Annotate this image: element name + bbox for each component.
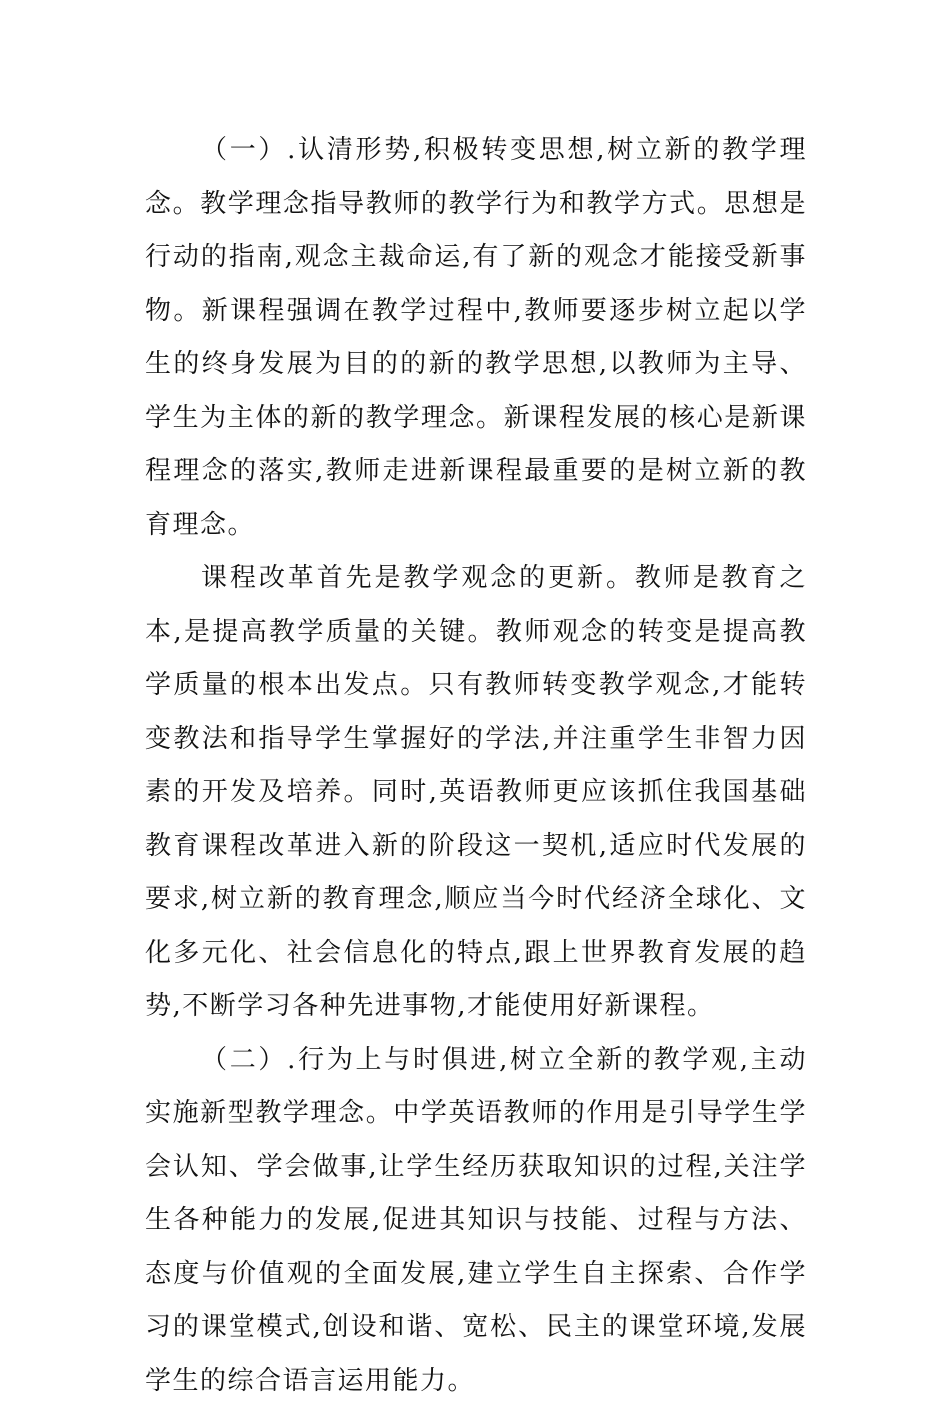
paragraph-3: （二）.行为上与时俱进,树立全新的教学观,主动实施新型教学理念。中学英语教师的作用是引导学生学会认知、学会做事,让学生经历获取知识的过程,关注学生各种能力的发展,促进其知识与技能、过程与方法、态度与价值观的全面发展,建立学生自主探索、合作学习的课堂模式,创设和谐、宽松、民主的课堂环境,发展学生的综合语言运用能力。 [145,1034,807,1408]
paragraph-2: 课程改革首先是教学观念的更新。教师是教育之本,是提高教学质量的关键。教师观念的转变是提高教学质量的根本出发点。只有教师转变教学观念,才能转变教法和指导学生掌握好的学法,并注重学生非智力因素的开发及培养。同时,英语教师更应该抓住我国基础教育课程改革进入新的阶段这一契机,适应时代发展的要求,树立新的教育理念,顺应当今时代经济全球化、文化多元化、社会信息化的特点,跟上世界教育发展的趋势,不断学习各种先进事物,才能使用好新课程。 [145,552,807,1034]
document-body [145,124,807,1408]
paragraph-1: （一）.认清形势,积极转变思想,树立新的教学理念。教学理念指导教师的教学行为和教学方式。思想是行动的指南,观念主裁命运,有了新的观念才能接受新事物。新课程强调在教学过程中,教师要逐步树立起以学生的终身发展为目的的新的教学思想,以教师为主导、学生为主体的新的教学理念。新课程发展的核心是新课程理念的落实,教师走进新课程最重要的是树立新的教育理念。 [145,124,807,552]
